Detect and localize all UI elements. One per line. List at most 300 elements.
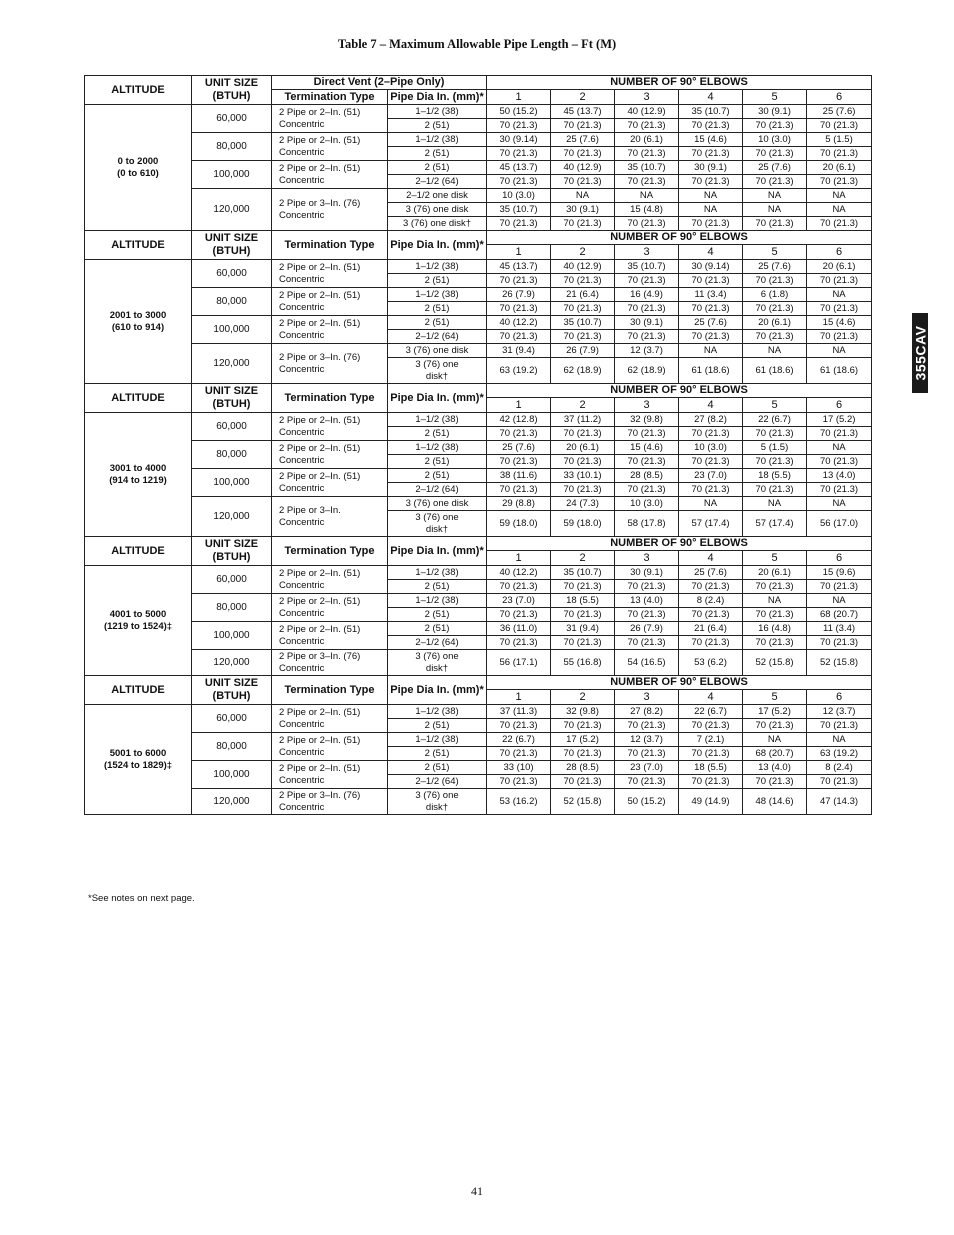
pipe-length-cell: 28 (8.5) bbox=[551, 761, 615, 775]
termination-line: 2 Pipe or 2–In. (51) bbox=[279, 595, 361, 607]
altitude-line: (1219 to 1524)‡ bbox=[103, 620, 173, 632]
pipe-length-cell: 13 (4.0) bbox=[807, 469, 872, 483]
termination-line: 2 Pipe or 3–In. (76) bbox=[279, 650, 361, 662]
termination-cell bbox=[272, 622, 388, 650]
elbow-count-header: 1 bbox=[487, 551, 551, 566]
pipe-length-cell: 70 (21.3) bbox=[743, 175, 807, 189]
pipe-length-cell: 15 (9.6) bbox=[807, 566, 872, 580]
altitude-header: ALTITUDE bbox=[85, 76, 192, 105]
pipe-length-cell: 70 (21.3) bbox=[551, 427, 615, 441]
altitude-line: (1524 to 1829)‡ bbox=[103, 759, 173, 771]
pipe-length-cell: NA bbox=[743, 189, 807, 203]
termination-line: 2 Pipe or 2–In. (51) bbox=[279, 106, 361, 118]
pipe-length-cell: 15 (4.8) bbox=[615, 203, 679, 217]
termination-cell bbox=[272, 761, 388, 789]
pipe-length-cell: 70 (21.3) bbox=[679, 175, 743, 189]
unit-size-cell: 60,000 bbox=[192, 105, 272, 133]
pipe-length-cell: NA bbox=[679, 344, 743, 358]
termination-line: 2 Pipe or 2–In. (51) bbox=[279, 261, 361, 273]
pipe-length-cell: 70 (21.3) bbox=[743, 274, 807, 288]
table-row bbox=[85, 133, 872, 147]
pipe-length-cell: 25 (7.6) bbox=[743, 161, 807, 175]
elbow-count-header: 3 bbox=[615, 245, 679, 260]
termination-header: Termination Type bbox=[272, 537, 388, 566]
pipe-length-cell: NA bbox=[679, 189, 743, 203]
pipe-length-cell: 70 (21.3) bbox=[807, 775, 872, 789]
termination-header: Termination Type bbox=[272, 231, 388, 260]
pipe-length-cell: 70 (21.3) bbox=[551, 580, 615, 594]
pipe-length-cell: 70 (21.3) bbox=[551, 747, 615, 761]
pipe-length-cell: 70 (21.3) bbox=[487, 580, 551, 594]
pipe-dia-cell: 1–1/2 (38) bbox=[388, 288, 487, 302]
pipe-length-cell: 30 (9.1) bbox=[679, 161, 743, 175]
termination-line: Concentric bbox=[279, 482, 325, 494]
unit-size-header-label: UNIT SIZE (BTUH) bbox=[204, 232, 259, 257]
pipe-length-cell: 70 (21.3) bbox=[487, 427, 551, 441]
unit-size-header-label: UNIT SIZE (BTUH) bbox=[204, 385, 259, 410]
pipe-length-cell: 70 (21.3) bbox=[679, 747, 743, 761]
pipe-length-cell: 70 (21.3) bbox=[615, 302, 679, 316]
pipe-length-cell: 26 (7.9) bbox=[487, 288, 551, 302]
header-row bbox=[85, 537, 872, 551]
elbow-count-header: 1 bbox=[487, 398, 551, 413]
footnote: *See notes on next page. bbox=[88, 893, 195, 904]
altitude-header: ALTITUDE bbox=[85, 537, 192, 566]
pipe-length-cell: 32 (9.8) bbox=[551, 705, 615, 719]
pipe-dia-cell: 2 (51) bbox=[388, 147, 487, 161]
pipe-dia-header: Pipe Dia In. (mm)* bbox=[388, 384, 487, 413]
pipe-length-cell: 70 (21.3) bbox=[743, 217, 807, 231]
termination-line: 2 Pipe or 2–In. (51) bbox=[279, 762, 361, 774]
altitude-cell bbox=[85, 705, 192, 815]
pipe-length-cell: 62 (18.9) bbox=[615, 358, 679, 384]
pipe-length-cell: 8 (2.4) bbox=[807, 761, 872, 775]
pipe-length-cell: 70 (21.3) bbox=[551, 483, 615, 497]
pipe-length-cell: 70 (21.3) bbox=[487, 147, 551, 161]
pipe-length-cell: 70 (21.3) bbox=[487, 719, 551, 733]
pipe-length-cell: 42 (12.8) bbox=[487, 413, 551, 427]
pipe-length-cell: NA bbox=[743, 594, 807, 608]
pipe-dia-cell: 2 (51) bbox=[388, 427, 487, 441]
pipe-length-cell: 18 (5.5) bbox=[743, 469, 807, 483]
unit-size-cell: 60,000 bbox=[192, 705, 272, 733]
pipe-dia-cell: 3 (76) one disk bbox=[388, 344, 487, 358]
termination-cell bbox=[272, 469, 388, 497]
termination-cell bbox=[272, 189, 388, 231]
pipe-length-cell: 70 (21.3) bbox=[551, 274, 615, 288]
pipe-length-cell: 68 (20.7) bbox=[807, 608, 872, 622]
elbow-count-header: 2 bbox=[551, 551, 615, 566]
pipe-length-cell: 70 (21.3) bbox=[487, 608, 551, 622]
termination-cell bbox=[272, 288, 388, 316]
pipe-length-cell: 29 (8.8) bbox=[487, 497, 551, 511]
direct-vent-header: Direct Vent (2–Pipe Only) bbox=[272, 76, 487, 90]
elbow-count-header: 4 bbox=[679, 398, 743, 413]
pipe-length-cell: 35 (10.7) bbox=[679, 105, 743, 119]
unit-size-cell: 100,000 bbox=[192, 622, 272, 650]
pipe-length-cell: 45 (13.7) bbox=[551, 105, 615, 119]
termination-cell bbox=[272, 133, 388, 161]
pipe-length-cell: 70 (21.3) bbox=[551, 147, 615, 161]
pipe-length-cell: 70 (21.3) bbox=[615, 217, 679, 231]
pipe-dia-cell: 2 (51) bbox=[388, 119, 487, 133]
pipe-dia-cell: 1–1/2 (38) bbox=[388, 260, 487, 274]
pipe-length-cell: 70 (21.3) bbox=[679, 147, 743, 161]
pipe-dia-cell: 2–1/2 one disk bbox=[388, 189, 487, 203]
pipe-length-cell: 70 (21.3) bbox=[551, 302, 615, 316]
pipe-length-cell: 26 (7.9) bbox=[615, 622, 679, 636]
pipe-length-cell: 10 (3.0) bbox=[743, 133, 807, 147]
pipe-length-cell: 32 (9.8) bbox=[615, 413, 679, 427]
pipe-length-cell: 23 (7.0) bbox=[615, 761, 679, 775]
termination-cell bbox=[272, 260, 388, 288]
pipe-length-cell: 22 (6.7) bbox=[679, 705, 743, 719]
elbow-count-header: 6 bbox=[807, 551, 872, 566]
pipe-length-cell: 70 (21.3) bbox=[743, 119, 807, 133]
pipe-length-cell: 68 (20.7) bbox=[743, 747, 807, 761]
header-row bbox=[85, 76, 872, 90]
unit-size-cell: 100,000 bbox=[192, 469, 272, 497]
elbow-count-header: 5 bbox=[743, 398, 807, 413]
elbow-count-header: 5 bbox=[743, 90, 807, 105]
pipe-length-cell: 70 (21.3) bbox=[679, 636, 743, 650]
pipe-length-cell: 20 (6.1) bbox=[807, 260, 872, 274]
termination-line: Concentric bbox=[279, 607, 325, 619]
pipe-length-cell: 7 (2.1) bbox=[679, 733, 743, 747]
pipe-dia-cell: 3 (76) one disk† bbox=[388, 358, 487, 384]
pipe-length-cell: 70 (21.3) bbox=[551, 217, 615, 231]
table-row bbox=[85, 733, 872, 747]
page-title: Table 7 – Maximum Allowable Pipe Length – Ft (M) bbox=[337, 37, 617, 51]
pipe-length-cell: 49 (14.9) bbox=[679, 789, 743, 815]
pipe-length-cell: 70 (21.3) bbox=[743, 608, 807, 622]
table-row bbox=[85, 789, 872, 815]
pipe-length-cell: 61 (18.6) bbox=[807, 358, 872, 384]
pipe-dia-cell: 3 (76) one disk† bbox=[388, 650, 487, 676]
termination-line: Concentric bbox=[279, 801, 325, 813]
elbow-count-header: 2 bbox=[551, 245, 615, 260]
pipe-length-cell: 70 (21.3) bbox=[679, 427, 743, 441]
termination-line: Concentric bbox=[279, 329, 325, 341]
pipe-length-cell: 56 (17.0) bbox=[807, 511, 872, 537]
termination-line: 2 Pipe or 2–In. (51) bbox=[279, 442, 361, 454]
table-row bbox=[85, 761, 872, 775]
pipe-length-cell: 30 (9.14) bbox=[679, 260, 743, 274]
pipe-length-cell: 70 (21.3) bbox=[807, 175, 872, 189]
unit-size-header-label: UNIT SIZE (BTUH) bbox=[204, 77, 259, 102]
pipe-length-cell: 48 (14.6) bbox=[743, 789, 807, 815]
pipe-length-cell: 70 (21.3) bbox=[551, 330, 615, 344]
pipe-length-cell: 38 (11.6) bbox=[487, 469, 551, 483]
table-row bbox=[85, 650, 872, 676]
pipe-dia-cell: 1–1/2 (38) bbox=[388, 413, 487, 427]
pipe-length-cell: 10 (3.0) bbox=[615, 497, 679, 511]
pipe-length-cell: 20 (6.1) bbox=[807, 161, 872, 175]
unit-size-header-label: UNIT SIZE (BTUH) bbox=[204, 538, 259, 563]
termination-line: Concentric bbox=[279, 746, 325, 758]
pipe-length-cell: 26 (7.9) bbox=[551, 344, 615, 358]
table-row bbox=[85, 594, 872, 608]
elbow-count-header: 2 bbox=[551, 690, 615, 705]
pipe-length-cell: 70 (21.3) bbox=[679, 455, 743, 469]
pipe-length-cell: NA bbox=[551, 189, 615, 203]
pipe-length-cell: 70 (21.3) bbox=[551, 636, 615, 650]
pipe-length-cell: 15 (4.6) bbox=[807, 316, 872, 330]
pipe-dia-cell: 2 (51) bbox=[388, 608, 487, 622]
pipe-length-cell: 70 (21.3) bbox=[679, 580, 743, 594]
pipe-length-cell: NA bbox=[807, 497, 872, 511]
pipe-dia-header: Pipe Dia In. (mm)* bbox=[388, 90, 487, 105]
pipe-length-cell: 6 (1.8) bbox=[743, 288, 807, 302]
table-row bbox=[85, 441, 872, 455]
pipe-length-cell: 53 (6.2) bbox=[679, 650, 743, 676]
termination-cell bbox=[272, 733, 388, 761]
termination-header: Termination Type bbox=[272, 676, 388, 705]
pipe-length-cell: 47 (14.3) bbox=[807, 789, 872, 815]
pipe-length-cell: 70 (21.3) bbox=[679, 775, 743, 789]
pipe-length-cell: 70 (21.3) bbox=[743, 427, 807, 441]
header-row bbox=[85, 384, 872, 398]
pipe-length-cell: 5 (1.5) bbox=[807, 133, 872, 147]
pipe-length-cell: 21 (6.4) bbox=[679, 622, 743, 636]
unit-size-header bbox=[192, 231, 272, 260]
termination-line: 2 Pipe or 3–In. (76) bbox=[279, 351, 361, 363]
table-row bbox=[85, 344, 872, 358]
elbow-count-header: 4 bbox=[679, 551, 743, 566]
elbow-count-header: 6 bbox=[807, 398, 872, 413]
pipe-length-cell: 70 (21.3) bbox=[743, 302, 807, 316]
pipe-dia-cell: 2 (51) bbox=[388, 316, 487, 330]
pipe-length-cell: 70 (21.3) bbox=[615, 747, 679, 761]
pipe-dia-cell: 2 (51) bbox=[388, 274, 487, 288]
header-row bbox=[85, 676, 872, 690]
pipe-length-cell: NA bbox=[807, 441, 872, 455]
pipe-length-cell: 52 (15.8) bbox=[743, 650, 807, 676]
elbow-count-header: 2 bbox=[551, 90, 615, 105]
pipe-length-cell: 35 (10.7) bbox=[615, 260, 679, 274]
unit-size-cell: 120,000 bbox=[192, 497, 272, 537]
termination-cell bbox=[272, 594, 388, 622]
pipe-length-cell: 70 (21.3) bbox=[743, 636, 807, 650]
pipe-length-cell: 36 (11.0) bbox=[487, 622, 551, 636]
termination-line: Concentric bbox=[279, 174, 325, 186]
pipe-length-cell: 70 (21.3) bbox=[487, 330, 551, 344]
pipe-length-cell: 70 (21.3) bbox=[807, 455, 872, 469]
termination-line: 2 Pipe or 2–In. (51) bbox=[279, 623, 361, 635]
pipe-length-cell: 18 (5.5) bbox=[551, 594, 615, 608]
elbow-count-header: 3 bbox=[615, 90, 679, 105]
elbows-header: NUMBER OF 90° ELBOWS bbox=[487, 231, 872, 245]
termination-line: 2 Pipe or 2–In. (51) bbox=[279, 289, 361, 301]
termination-line: Concentric bbox=[279, 209, 325, 221]
table-row bbox=[85, 622, 872, 636]
unit-size-cell: 120,000 bbox=[192, 344, 272, 384]
elbows-header: NUMBER OF 90° ELBOWS bbox=[487, 76, 872, 90]
pipe-length-cell: NA bbox=[615, 189, 679, 203]
table-row bbox=[85, 705, 872, 719]
pipe-length-cell: 70 (21.3) bbox=[615, 775, 679, 789]
pipe-length-cell: 17 (5.2) bbox=[551, 733, 615, 747]
unit-size-header bbox=[192, 537, 272, 566]
pipe-length-cell: 70 (21.3) bbox=[807, 119, 872, 133]
pipe-length-cell: 70 (21.3) bbox=[551, 608, 615, 622]
pipe-length-cell: 70 (21.3) bbox=[487, 636, 551, 650]
unit-size-cell: 100,000 bbox=[192, 161, 272, 189]
termination-line: Concentric bbox=[279, 273, 325, 285]
pipe-dia-cell: 3 (76) one disk† bbox=[388, 789, 487, 815]
pipe-length-cell: 31 (9.4) bbox=[551, 622, 615, 636]
pipe-dia-cell: 2 (51) bbox=[388, 302, 487, 316]
elbow-count-header: 4 bbox=[679, 690, 743, 705]
pipe-length-cell: 45 (13.7) bbox=[487, 161, 551, 175]
pipe-length-cell: NA bbox=[743, 344, 807, 358]
pipe-dia-cell: 1–1/2 (38) bbox=[388, 733, 487, 747]
pipe-dia-cell: 2–1/2 (64) bbox=[388, 483, 487, 497]
pipe-dia-cell: 2–1/2 (64) bbox=[388, 775, 487, 789]
elbow-count-header: 1 bbox=[487, 690, 551, 705]
elbows-header: NUMBER OF 90° ELBOWS bbox=[487, 537, 872, 551]
pipe-length-cell: 27 (8.2) bbox=[679, 413, 743, 427]
pipe-length-cell: 28 (8.5) bbox=[615, 469, 679, 483]
pipe-length-cell: 22 (6.7) bbox=[743, 413, 807, 427]
pipe-length-cell: 70 (21.3) bbox=[615, 147, 679, 161]
pipe-dia-cell: 2 (51) bbox=[388, 747, 487, 761]
altitude-header: ALTITUDE bbox=[85, 384, 192, 413]
pipe-length-cell: NA bbox=[679, 203, 743, 217]
termination-line: 2 Pipe or 2–In. (51) bbox=[279, 162, 361, 174]
pipe-length-cell: 35 (10.7) bbox=[487, 203, 551, 217]
pipe-length-cell: 70 (21.3) bbox=[743, 455, 807, 469]
table-row bbox=[85, 566, 872, 580]
pipe-length-cell: 70 (21.3) bbox=[743, 147, 807, 161]
pipe-length-cell: 30 (9.1) bbox=[551, 203, 615, 217]
pipe-length-cell: 70 (21.3) bbox=[615, 483, 679, 497]
pipe-dia-cell: 3 (76) one disk bbox=[388, 497, 487, 511]
unit-size-cell: 100,000 bbox=[192, 316, 272, 344]
unit-size-cell: 120,000 bbox=[192, 789, 272, 815]
pipe-length-cell: 70 (21.3) bbox=[487, 274, 551, 288]
table-row bbox=[85, 161, 872, 175]
termination-header: Termination Type bbox=[272, 90, 388, 105]
pipe-length-cell: NA bbox=[807, 733, 872, 747]
termination-line: Concentric bbox=[279, 579, 325, 591]
pipe-length-cell: 50 (15.2) bbox=[487, 105, 551, 119]
unit-size-cell: 80,000 bbox=[192, 288, 272, 316]
termination-line: 2 Pipe or 3–In. (76) bbox=[279, 197, 361, 209]
pipe-length-cell: 55 (16.8) bbox=[551, 650, 615, 676]
pipe-length-cell: 70 (21.3) bbox=[615, 330, 679, 344]
pipe-length-cell: 17 (5.2) bbox=[743, 705, 807, 719]
pipe-length-cell: 70 (21.3) bbox=[679, 274, 743, 288]
pipe-length-cell: 52 (15.8) bbox=[551, 789, 615, 815]
termination-cell bbox=[272, 316, 388, 344]
table-row bbox=[85, 288, 872, 302]
pipe-length-cell: 57 (17.4) bbox=[743, 511, 807, 537]
pipe-length-cell: 35 (10.7) bbox=[551, 316, 615, 330]
pipe-length-cell: 30 (9.1) bbox=[615, 316, 679, 330]
termination-line: Concentric bbox=[279, 363, 325, 375]
pipe-length-cell: 70 (21.3) bbox=[487, 217, 551, 231]
side-tab-label: 355CAV bbox=[912, 325, 929, 381]
pipe-length-cell: 70 (21.3) bbox=[807, 580, 872, 594]
unit-size-header-label: UNIT SIZE (BTUH) bbox=[204, 677, 259, 702]
pipe-length-cell: 52 (15.8) bbox=[807, 650, 872, 676]
pipe-length-cell: 40 (12.9) bbox=[551, 161, 615, 175]
elbows-header: NUMBER OF 90° ELBOWS bbox=[487, 384, 872, 398]
pipe-length-cell: 54 (16.5) bbox=[615, 650, 679, 676]
elbow-count-header: 1 bbox=[487, 90, 551, 105]
altitude-line: 4001 to 5000 bbox=[109, 608, 167, 620]
termination-line: Concentric bbox=[279, 718, 325, 730]
pipe-dia-cell: 1–1/2 (38) bbox=[388, 133, 487, 147]
unit-size-cell: 120,000 bbox=[192, 650, 272, 676]
pipe-length-cell: 21 (6.4) bbox=[551, 288, 615, 302]
termination-line: 2 Pipe or 2–In. (51) bbox=[279, 317, 361, 329]
termination-line: 2 Pipe or 3–In. (76) bbox=[279, 789, 361, 801]
altitude-cell bbox=[85, 566, 192, 676]
pipe-length-cell: 70 (21.3) bbox=[679, 330, 743, 344]
termination-line: 2 Pipe or 2–In. (51) bbox=[279, 734, 361, 746]
elbow-count-header: 4 bbox=[679, 245, 743, 260]
unit-size-cell: 60,000 bbox=[192, 260, 272, 288]
elbow-count-header: 6 bbox=[807, 90, 872, 105]
pipe-dia-cell: 2 (51) bbox=[388, 455, 487, 469]
pipe-dia-cell: 2–1/2 (64) bbox=[388, 636, 487, 650]
termination-cell bbox=[272, 413, 388, 441]
elbow-count-header: 6 bbox=[807, 245, 872, 260]
pipe-length-cell: 70 (21.3) bbox=[743, 483, 807, 497]
pipe-dia-cell: 2 (51) bbox=[388, 761, 487, 775]
termination-cell bbox=[272, 497, 388, 537]
pipe-length-cell: NA bbox=[807, 594, 872, 608]
pipe-length-cell: 40 (12.9) bbox=[615, 105, 679, 119]
pipe-length-cell: 22 (6.7) bbox=[487, 733, 551, 747]
unit-size-cell: 100,000 bbox=[192, 761, 272, 789]
pipe-length-cell: 13 (4.0) bbox=[615, 594, 679, 608]
pipe-length-cell: 40 (12.9) bbox=[551, 260, 615, 274]
model-side-tab bbox=[912, 313, 928, 393]
pipe-length-cell: NA bbox=[743, 497, 807, 511]
termination-cell bbox=[272, 441, 388, 469]
termination-line: Concentric bbox=[279, 118, 325, 130]
pipe-length-cell: 17 (5.2) bbox=[807, 413, 872, 427]
termination-line: 2 Pipe or 2–In. (51) bbox=[279, 706, 361, 718]
pipe-length-cell: 70 (21.3) bbox=[487, 747, 551, 761]
elbow-count-header: 3 bbox=[615, 551, 679, 566]
pipe-length-cell: NA bbox=[743, 733, 807, 747]
termination-line: 2 Pipe or 2–In. (51) bbox=[279, 414, 361, 426]
pipe-length-cell: 25 (7.6) bbox=[487, 441, 551, 455]
elbow-count-header: 5 bbox=[743, 551, 807, 566]
pipe-dia-cell: 1–1/2 (38) bbox=[388, 594, 487, 608]
altitude-cell bbox=[85, 413, 192, 537]
termination-cell bbox=[272, 161, 388, 189]
unit-size-cell: 60,000 bbox=[192, 413, 272, 441]
pipe-length-cell: 23 (7.0) bbox=[487, 594, 551, 608]
pipe-length-cell: 70 (21.3) bbox=[551, 775, 615, 789]
pipe-length-cell: 30 (9.14) bbox=[487, 133, 551, 147]
pipe-length-cell: 70 (21.3) bbox=[807, 274, 872, 288]
pipe-length-cell: 30 (9.1) bbox=[615, 566, 679, 580]
pipe-length-cell: 70 (21.3) bbox=[551, 119, 615, 133]
termination-cell bbox=[272, 344, 388, 384]
elbow-count-header: 3 bbox=[615, 398, 679, 413]
pipe-dia-cell: 3 (76) one disk† bbox=[388, 511, 487, 537]
pipe-length-cell: 63 (19.2) bbox=[807, 747, 872, 761]
pipe-length-cell: 12 (3.7) bbox=[615, 733, 679, 747]
header-row bbox=[85, 231, 872, 245]
pipe-length-cell: 70 (21.3) bbox=[487, 775, 551, 789]
